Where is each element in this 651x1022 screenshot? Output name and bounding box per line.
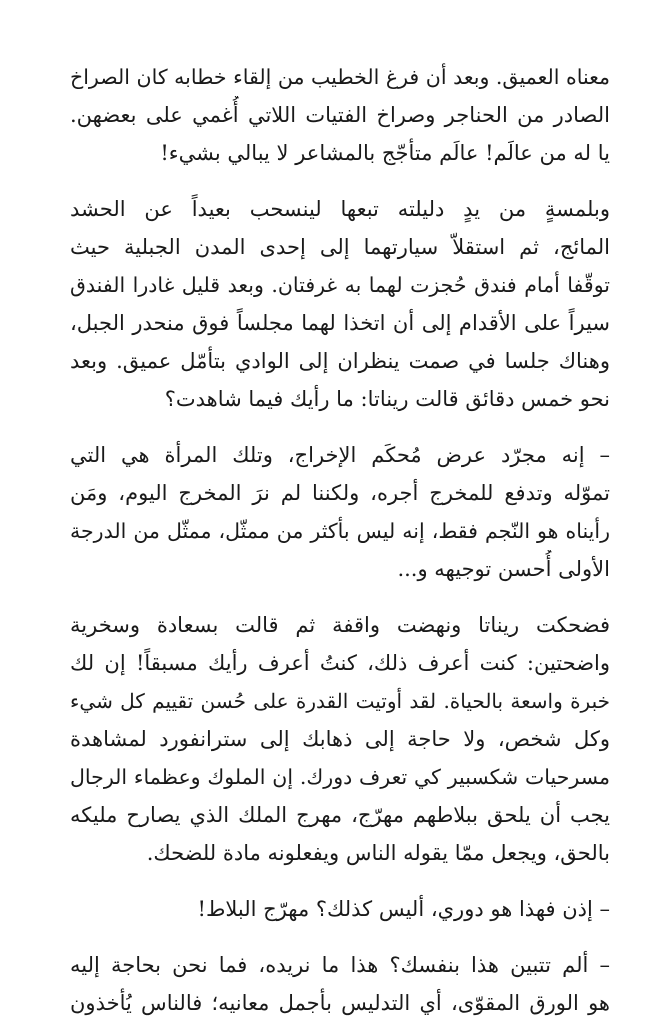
text-line: مسرحيات شكسبير كي تعرف دورك. إن الملوك وعظماء الرجال (70, 765, 610, 789)
text-line: توقّفا أمام فندق حُجزت لهما به غرفتان. وبعد قليل غادرا الفندق (70, 273, 610, 297)
book-page (70, 58, 610, 1022)
text-line: يا له من عالَم! عالَم متأجّج بالمشاعر لا يبالي بشيء! (160, 141, 610, 165)
text-line: يجب أن يلحق ببلاطهم مهرّج، مهرج الملك الذي يصارح مليكه (70, 803, 610, 827)
text-line: – ألم تتبين هذا بنفسك؟ هذا ما نريده، فما نحن بحاجة إليه (70, 953, 610, 977)
paragraph-gap (70, 872, 610, 890)
text-line: معناه العميق. وبعد أن فرغ الخطيب من إلقاء خطابه كان الصراخ (70, 65, 610, 89)
paragraph-4 (70, 606, 610, 872)
text-line: الأولى أُحسن توجيهه و... (397, 557, 610, 581)
paragraph-6 (70, 946, 610, 1022)
paragraph-gap (70, 928, 610, 946)
paragraph-1 (70, 58, 610, 172)
text-line: نحو خمس دقائق قالت ريناتا: ما رأيك فيما شاهدت؟ (164, 387, 610, 411)
text-line: الصادر من الحناجر وصراخ الفتيات اللاتي أُغمي على بعضهن. (70, 103, 610, 127)
text-line: فضحكت ريناتا ونهضت واقفة ثم قالت بسعادة وسخرية (70, 613, 610, 637)
text-line: خبرة واسعة بالحياة. لقد أوتيت القدرة على حُسن تقييم كل شيء (70, 689, 610, 713)
paragraph-5 (70, 890, 610, 928)
text-line: سيراً على الأقدام إلى أن اتخذا لهما مجلساً فوق منحدر الجبل، (70, 311, 610, 335)
text-line: رأيناه هو النّجم فقط، إنه ليس بأكثر من ممثّل، ممثّل من الدرجة (70, 519, 610, 543)
paragraph-gap (70, 172, 610, 190)
paragraph-2 (70, 190, 610, 418)
text-line: وبلمسةٍ من يدٍ دليلته تبعها لينسحب بعيداً عن الحشد (70, 197, 610, 221)
paragraph-3 (70, 436, 610, 588)
text-line: بالحق، ويجعل ممّا يقوله الناس ويفعلونه مادة للضحك. (146, 841, 610, 865)
text-line: المائج، ثم استقلاّ سيارتهما إلى إحدى المدن الجبلية حيث (70, 235, 610, 259)
text-line: – إنه مجرّد عرض مُحكَم الإخراج، وتلك المرأة هي التي (70, 443, 610, 467)
text-line: هو الورق المقوّى، أي التدليس بأجمل معانيه؛ فالناس يُأخذون (70, 991, 610, 1015)
text-line: تموّله وتدفع للمخرج أجره، ولكننا لم نرَ المخرج اليوم، ومَن (70, 481, 610, 505)
text-line: وكل شخص، ولا حاجة إلى ذهابك إلى سترانفورد لمشاهدة (70, 727, 610, 751)
paragraph-gap (70, 418, 610, 436)
paragraph-gap (70, 588, 610, 606)
text-line: واضحتين: كنت أعرف ذلك، كنتُ أعرف رأيك مسبقاً! إن لك (70, 651, 610, 675)
text-line: – إذن فهذا هو دوري، أليس كذلك؟ مهرّج البلاط! (197, 897, 610, 921)
text-line: وهناك جلسا في صمت ينظران إلى الوادي بتأمّل عميق. وبعد (70, 349, 610, 373)
